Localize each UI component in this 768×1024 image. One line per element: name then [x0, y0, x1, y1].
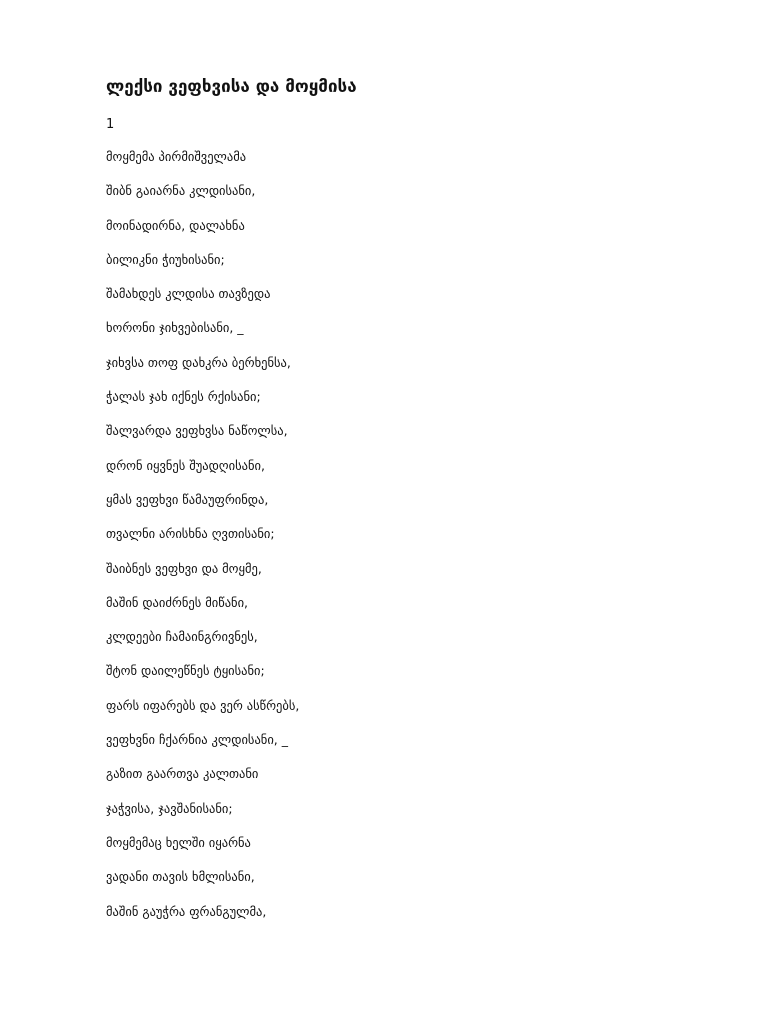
poem-line: დრონ იყვნეს შუადღისანი,	[106, 457, 265, 473]
poem-line: ხორონი ჯიხვებისანი, _	[106, 320, 244, 336]
poem-line: კლდეები ჩამაინგრივნეს,	[106, 629, 258, 645]
poem-body	[106, 148, 726, 937]
poem-line: შტონ დაილეწნეს ტყისანი;	[106, 663, 265, 679]
document-page	[106, 76, 726, 937]
poem-line: ყმას ვეფხვი წამაუფრინდა,	[106, 491, 269, 507]
poem-title: ლექსი ვეფხვისა და მოყმისა	[106, 77, 357, 97]
poem-line: ჭალას ჯახ იქნეს რქისანი;	[106, 389, 261, 405]
poem-line: ჯიხვსა თოფ დახკრა ბერხენსა,	[106, 354, 291, 370]
poem-line: შაიბნეს ვეფხვი და მოყმე,	[106, 560, 262, 576]
poem-line: მაშინ გაუჭრა ფრანგულმა,	[106, 903, 267, 919]
section-number: 1	[106, 117, 115, 132]
poem-line: მოყმემაც ხელში იყარნა	[106, 834, 251, 850]
poem-line: ფარს იფარებს და ვერ ასწრებს,	[106, 697, 300, 713]
poem-line: ვეფხვნი ჩქარნია კლდისანი, _	[106, 732, 288, 748]
poem-line: ვადანი თავის ხმლისანი,	[106, 869, 255, 885]
poem-line: თვალნი არისხნა ღვთისანი;	[106, 526, 275, 542]
poem-line: შიბნ გაიარნა კლდისანი,	[106, 183, 256, 199]
poem-line: შალვარდა ვეფხვსა ნაწოლსა,	[106, 423, 288, 439]
poem-line: ბილიკნი ჭიუხისანი;	[106, 251, 225, 267]
poem-line: მოყმემა პირმიშველამა	[106, 149, 247, 164]
poem-line: მოინადირნა, დალახნა	[106, 217, 245, 233]
poem-line: მაშინ დაიძრნეს მიწანი,	[106, 594, 249, 610]
poem-line: შამახდეს კლდისა თავზედა	[106, 286, 271, 302]
poem-line: გაზით გაართვა კალთანი	[106, 766, 259, 782]
poem-line: ჯაჭვისა, ჯავშანისანი;	[106, 800, 233, 816]
